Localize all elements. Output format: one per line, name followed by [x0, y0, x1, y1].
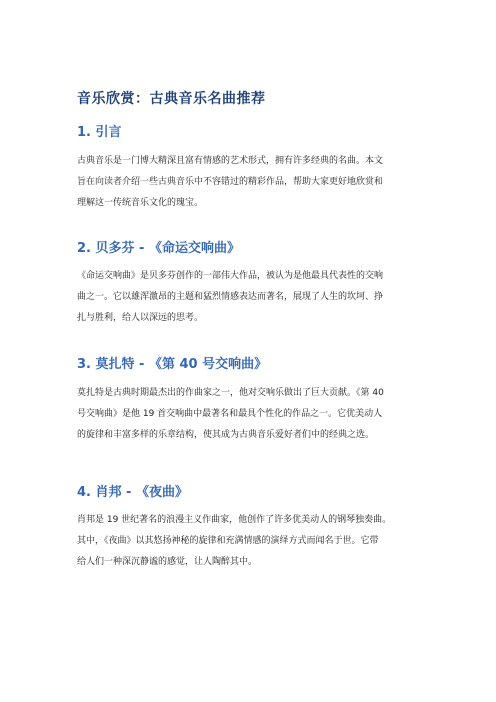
paragraph-line: 曲之一。它以雄浑激昂的主题和猛烈情感表达而著名，展现了人生的坎坷、挣 [77, 292, 384, 302]
paragraph-line: 旨在向读者介绍一些古典音乐中不容错过的精彩作品，帮助大家更好地欣赏和 [77, 177, 384, 187]
paragraph-line: 其中，《夜曲》以其悠扬神秘的旋律和充满情感的演绎方式而闻名于世。它带 [77, 536, 379, 546]
section-heading-chopin: 4. 肖邦 - 《夜曲》 [77, 485, 188, 500]
paragraph-line: 莫扎特是古典时期最杰出的作曲家之一，他对交响乐做出了巨大贡献。《第 40 [77, 388, 384, 398]
paragraph-line: 《命运交响曲》是贝多芬创作的一部伟大作品，被认为是他最具代表性的交响 [77, 271, 384, 281]
section-body-chopin [77, 510, 437, 573]
paragraph-line: 扎与胜利，给人以深远的思考。 [77, 313, 204, 323]
section-heading-beethoven: 2. 贝多芬 - 《命运交响曲》 [77, 241, 240, 256]
paragraph-line: 肖邦是 19 世纪著名的浪漫主义作曲家，他创作了许多优美动人的钢琴独奏曲。 [77, 515, 392, 525]
paragraph-line: 给人们一种深沉静谧的感觉，让人陶醉其中。 [77, 557, 258, 567]
page-title: 音乐欣赏：古典音乐名曲推荐 [77, 91, 266, 107]
section-body-beethoven [77, 266, 437, 329]
paragraph-line: 理解这一传统音乐文化的瑰宝。 [77, 198, 204, 208]
section-body-mozart [77, 383, 437, 446]
paragraph-line: 古典音乐是一门博大精深且富有情感的艺术形式，拥有许多经典的名曲。本文 [77, 156, 384, 166]
paragraph-line: 号交响曲》是他 19 首交响曲中最著名和最具个性化的作品之一。它优美动人 [77, 409, 383, 419]
section-body-introduction [77, 151, 437, 214]
section-heading-introduction: 1. 引言 [77, 125, 122, 140]
section-heading-mozart: 3. 莫扎特 - 《第 40 号交响曲》 [77, 357, 268, 372]
paragraph-line: 的旋律和丰富多样的乐章结构，使其成为古典音乐爱好者们中的经典之选。 [77, 430, 375, 440]
